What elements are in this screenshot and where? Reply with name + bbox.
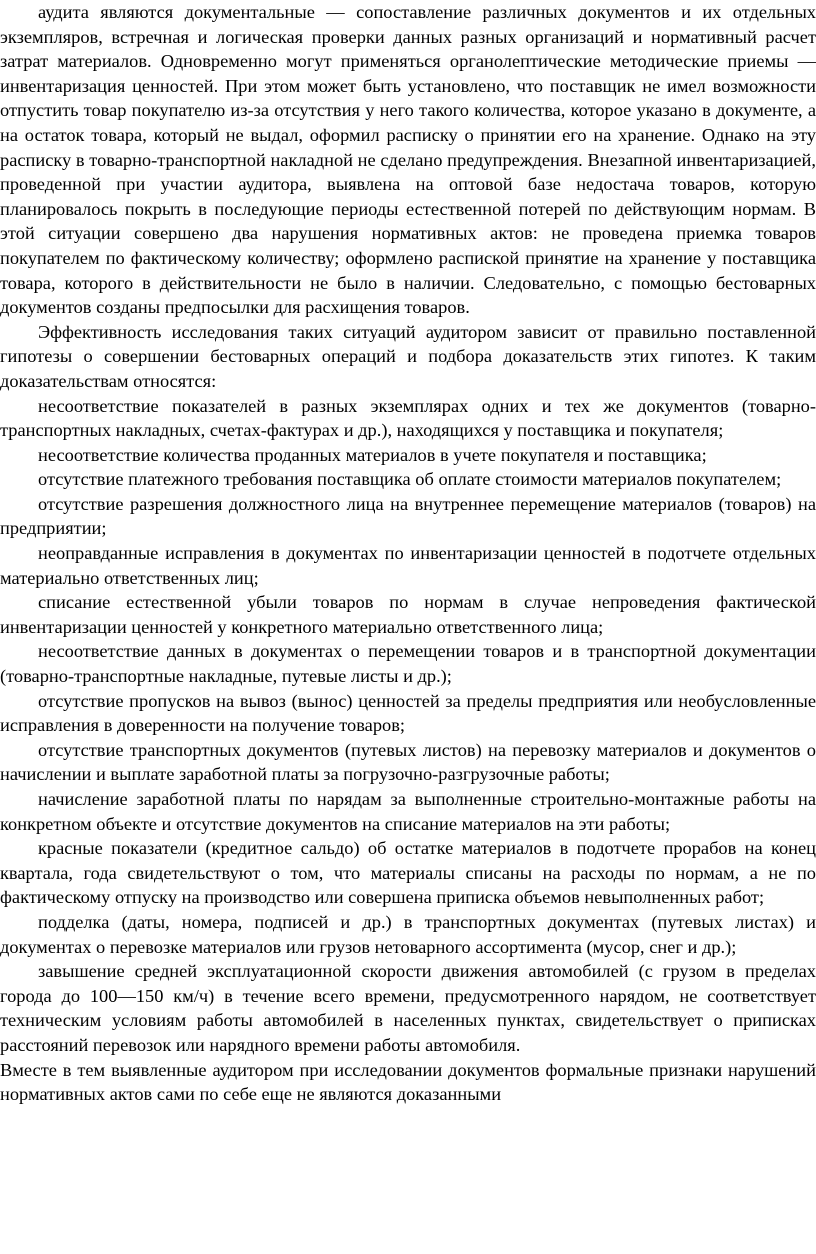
evidence-item: отсутствие пропусков на вывоз (вынос) ценностей за пределы предприятия или необусловленные исправления в доверенности на получение товаров; <box>0 690 816 736</box>
evidence-item: несоответствие данных в документах о перемещении товаров и в транспортной документации (товарно-транспортные накладные, путевые листы и др.); <box>0 641 816 687</box>
evidence-item: списание естественной убыли товаров по нормам в случае непроведения фактической инвентаризации ценностей у конкретного материально ответственного лица; <box>0 592 816 637</box>
evidence-item: начисление заработной платы по нарядам за выполненные строительно-монтажные работы на конкретном объекте и отсутствие документов на списание материалов на эти работы; <box>0 789 816 834</box>
evidence-item: красные показатели (кредитное сальдо) об остатке материалов в подотчете прорабов на конец квартала, года свидетельствуют о том, что материалы списаны на расходы по нормам, а не по фактическому отпуску на производство или совершена приписка объемов невыполненных работ; <box>0 838 816 908</box>
evidence-item: отсутствие платежного требования поставщика об оплате стоимости материалов покупателем; <box>38 469 782 490</box>
evidence-item: подделка (даты, номера, подписей и др.) в транспортных документах (путевых листах) и документах о перевозке материалов или грузов нетоварного ассортимента (мусор, снег и др.); <box>0 911 816 957</box>
paragraph-conclusion: Вместе в тем выявленные аудитором при исследовании документов формальные признаки нарушений нормативных актов сами по себе еще не являются доказанными <box>0 1059 816 1105</box>
evidence-item: завышение средней эксплуатационной скорости движения автомобилей (с грузом в пределах города до 100—150 км/ч) в течение всего времени, предусмотренного нарядом, не соответствует техническим условиям работы автомобилей в населенных пунктах, свидетельствует о приписках расстояний перевозок или нарядного времени работы автомобиля. <box>0 961 816 1055</box>
evidence-item: неоправданные исправления в документах по инвентаризации ценностей в подотчете отдельных материально ответственных лиц; <box>0 543 816 588</box>
evidence-item: несоответствие количества проданных материалов в учете покупателя и поставщика; <box>38 444 707 465</box>
evidence-item: отсутствие транспортных документов (путевых листов) на перевозку материалов и документов о начислении и выплате заработной платы за погрузочно-разгрузочные работы; <box>0 739 816 785</box>
evidence-item: несоответствие показателей в разных экземплярах одних и тех же документов (товарно-транспортных накладных, счетах-фактурах и др.), находящихся у поставщика и покупателя; <box>0 395 816 441</box>
evidence-item: отсутствие разрешения должностного лица на внутреннее перемещение материалов (товаров) на предприятии; <box>0 493 816 539</box>
paragraph-effectiveness: Эффективность исследования таких ситуаций аудитором зависит от правильно поставленной гипотезы о совершении бестоварных операций и подбора доказательств этих гипотез. К таким доказательствам относятся: <box>0 321 816 391</box>
paragraph-intro-continuation: аудита являются документальные — сопоставление различных документов и их отдельных экземпляров, встречная и логическая проверки данных разных организаций и нормативный расчет затрат материалов. Одновременно могут применяться органолептические методические приемы — инвентаризация ценностей. При этом может быть установлено, что поставщик не имел возможности отпустить товар покупателю из-за отсутствия у него такого количества, которое указано в документе, а на остаток товара, который не выдал, оформил расписку о принятии его на хранение. Однако на эту расписку в товарно-транспортной накладной не сделано предупреждения. Внезапной инвентаризацией, проведенной при участии аудитора, выявлена на оптовой базе недостача товаров, которую планировалось покрыть в последующие периоды естественной потерей по действующим нормам. В этой ситуации совершено два нарушения нормативных актов: не проведена приемка товаров покупателем по фактическому количеству; оформлено распиской принятие на хранение у поставщика товара, которого в действительности не было в наличии. Следовательно, с помощью бестоварных документов созданы предпосылки для расхищения товаров. <box>0 2 816 318</box>
